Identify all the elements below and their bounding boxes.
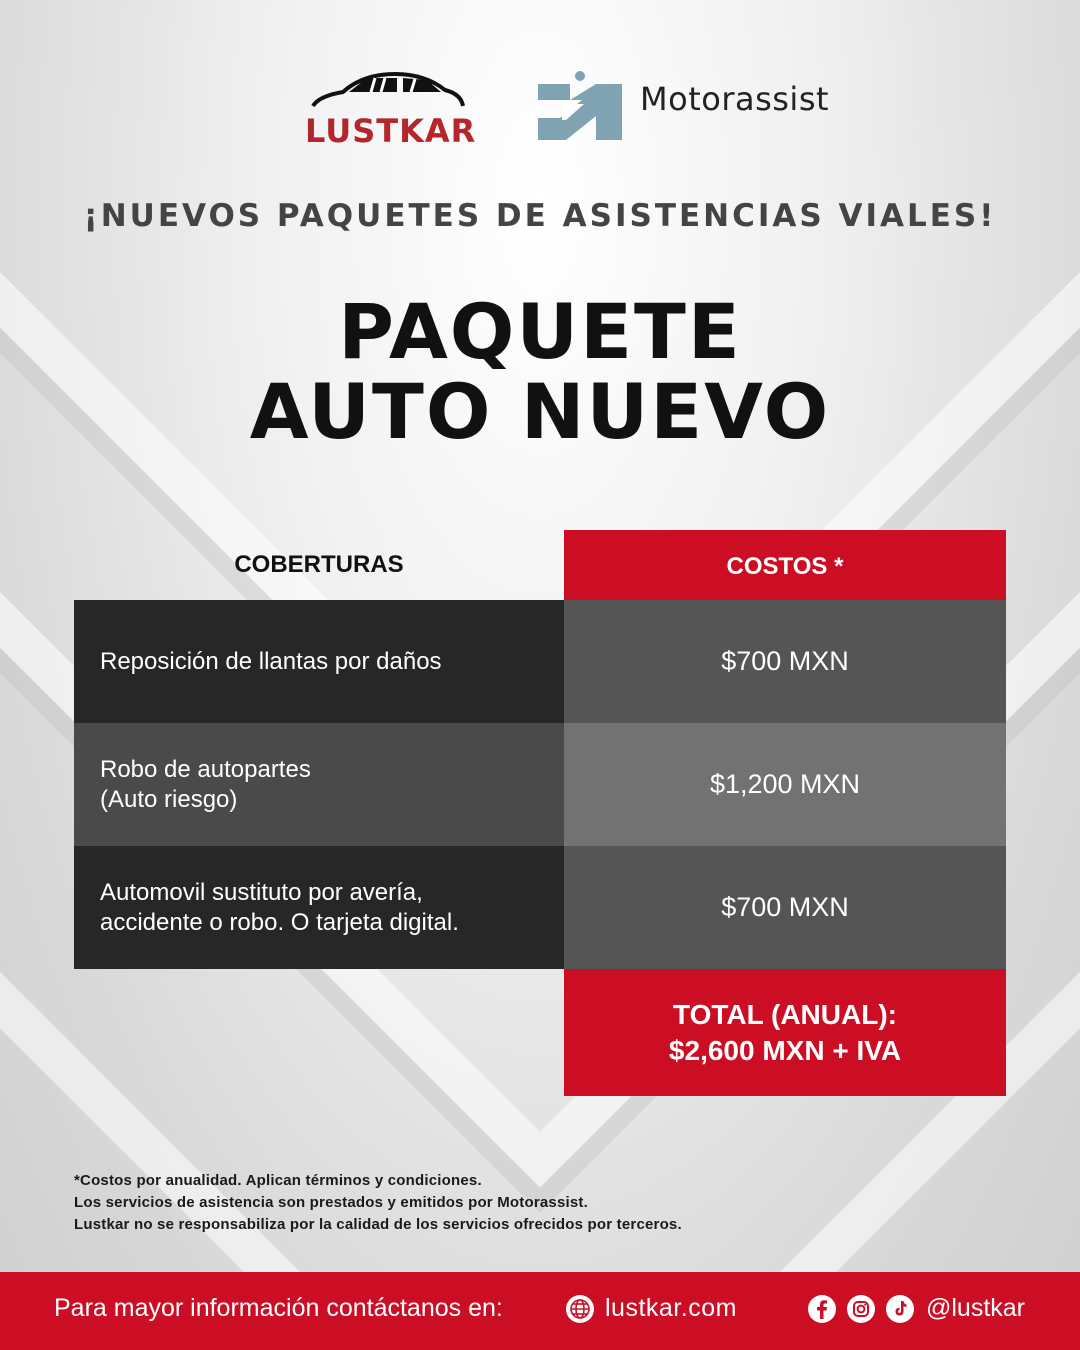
cost-cell: $700 MXN xyxy=(564,846,1006,969)
lustkar-logo-text: LUSTKAR xyxy=(305,112,477,150)
facebook-icon[interactable] xyxy=(807,1294,837,1324)
car-silhouette-icon xyxy=(305,68,470,116)
coverage-column-header: COBERTURAS xyxy=(234,551,404,578)
page-title xyxy=(0,287,1080,456)
total-box xyxy=(564,969,1006,1096)
coverage-cell: Automovil sustituto por avería, accidente o robo. O tarjeta digital. xyxy=(74,846,564,969)
note-line: Lustkar no se responsabiliza por la calidad de los servicios ofrecidos por terceros. xyxy=(74,1216,682,1233)
coverage-cell: Reposición de llantas por daños xyxy=(74,600,564,723)
title-line-2: AUTO NUEVO xyxy=(249,367,831,456)
cost-column-header: COSTOS * xyxy=(564,530,1006,600)
cost-cell: $700 MXN xyxy=(564,600,1006,723)
contact-text: Para mayor información contáctanos en: xyxy=(54,1294,503,1322)
table-row xyxy=(74,846,1006,969)
cost-cell: $1,200 MXN xyxy=(564,723,1006,846)
total-label: TOTAL (ANUAL): xyxy=(673,998,897,1030)
table-row xyxy=(74,723,1006,846)
note-line: Los servicios de asistencia son prestados y emitidos por Motorassist. xyxy=(74,1194,588,1211)
logo-bar xyxy=(0,62,1080,152)
note-line: *Costos por anualidad. Aplican términos y condiciones. xyxy=(74,1172,482,1189)
instagram-icon[interactable] xyxy=(846,1294,876,1324)
globe-icon xyxy=(565,1294,595,1324)
subtitle: ¡NUEVOS PAQUETES DE ASISTENCIAS VIALES! xyxy=(83,198,997,234)
coverage-cell: Robo de autopartes (Auto riesgo) xyxy=(74,723,564,846)
motorassist-logo-icon xyxy=(536,70,624,142)
social-handle[interactable]: @lustkar xyxy=(926,1294,1026,1322)
footer xyxy=(0,1272,1080,1350)
total-value: $2,600 MXN + IVA xyxy=(668,1034,902,1066)
website-link[interactable]: lustkar.com xyxy=(605,1294,737,1322)
tiktok-icon[interactable] xyxy=(885,1294,915,1324)
lustkar-logo xyxy=(305,68,477,150)
motorassist-logo-text: Motorassist xyxy=(640,80,830,118)
table-row xyxy=(74,600,1006,723)
title-line-1: PAQUETE xyxy=(338,287,742,376)
disclaimer-notes xyxy=(74,1170,682,1236)
